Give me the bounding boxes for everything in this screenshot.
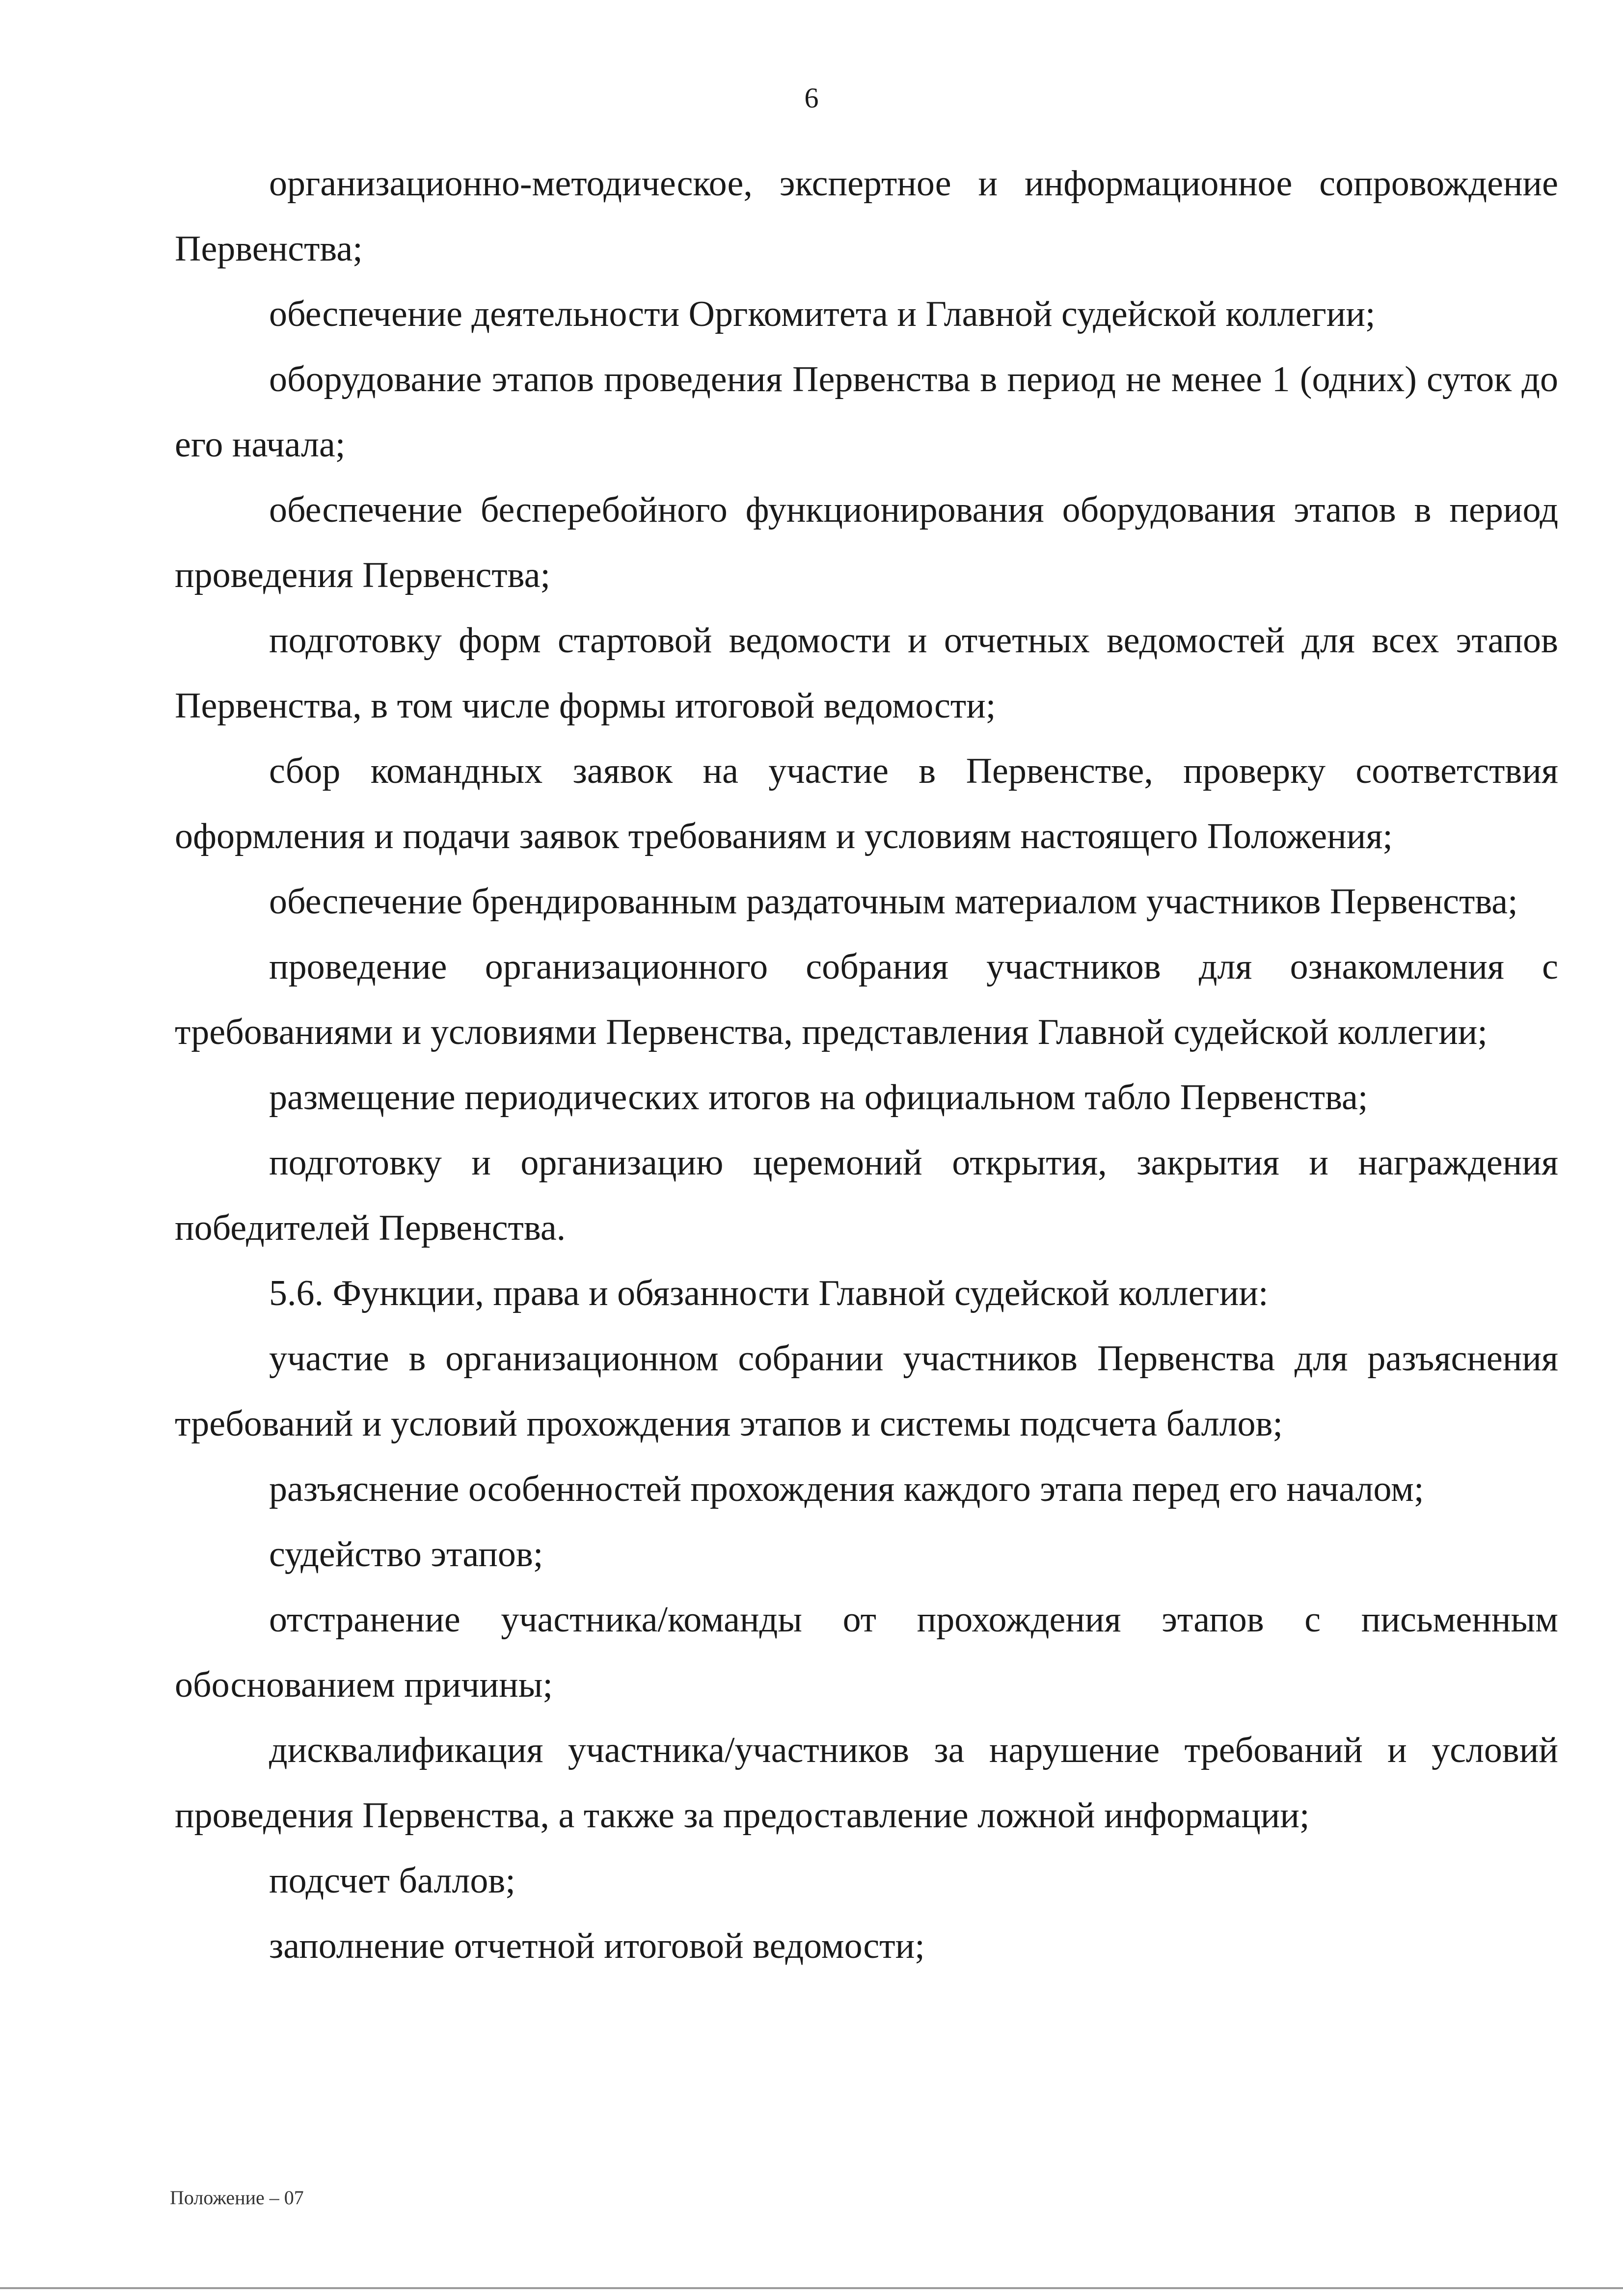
document-footer: Положение – 07 <box>170 2187 304 2209</box>
scan-edge-line <box>0 2287 1623 2289</box>
document-body <box>175 151 1558 1979</box>
paragraph: участие в организационном собрании участников Первенства для разъяснения требований и условий прохождения этапов и системы подсчета баллов; <box>175 1338 1558 1444</box>
paragraph: подсчет баллов; <box>269 1861 515 1901</box>
paragraph: проведение организационного собрания участников для ознакомления с требованиями и условиями Первенства, представления Главной судейской коллегии; <box>175 947 1558 1052</box>
section-heading: 5.6. Функции, права и обязанности Главной судейской коллегии: <box>269 1273 1269 1313</box>
paragraph: заполнение отчетной итоговой ведомости; <box>269 1926 925 1966</box>
paragraph: дисквалификация участника/участников за нарушение требований и условий проведения Первенства, а также за предоставление ложной информации; <box>175 1730 1558 1836</box>
paragraph: судейство этапов; <box>269 1534 543 1575</box>
paragraph: организационно-методическое, экспертное и информационное сопровождение Первенства; <box>175 163 1558 269</box>
paragraph: подготовку и организацию церемоний открытия, закрытия и награждения победителей Первенства. <box>175 1143 1558 1248</box>
paragraph: сбор командных заявок на участие в Первенстве, проверку соответствия оформления и подачи заявок требованиям и условиям настоящего Положения; <box>175 751 1558 856</box>
paragraph: обеспечение деятельности Оргкомитета и Главной судейской коллегии; <box>269 294 1376 334</box>
paragraph: обеспечение брендированным раздаточным материалом участников Первенства; <box>269 881 1518 922</box>
paragraph: оборудование этапов проведения Первенства в период не менее 1 (одних) суток до его начала; <box>175 359 1558 465</box>
page-number: 6 <box>804 82 819 114</box>
paragraph: обеспечение бесперебойного функционирования оборудования этапов в период проведения Первенства; <box>175 490 1558 595</box>
paragraph: подготовку форм стартовой ведомости и отчетных ведомостей для всех этапов Первенства, в том числе формы итоговой ведомости; <box>175 620 1558 726</box>
paragraph: размещение периодических итогов на официальном табло Первенства; <box>269 1077 1368 1118</box>
paragraph: отстранение участника/команды от прохождения этапов с письменным обоснованием причины; <box>175 1600 1558 1705</box>
paragraph: разъяснение особенностей прохождения каждого этапа перед его началом; <box>269 1469 1424 1509</box>
